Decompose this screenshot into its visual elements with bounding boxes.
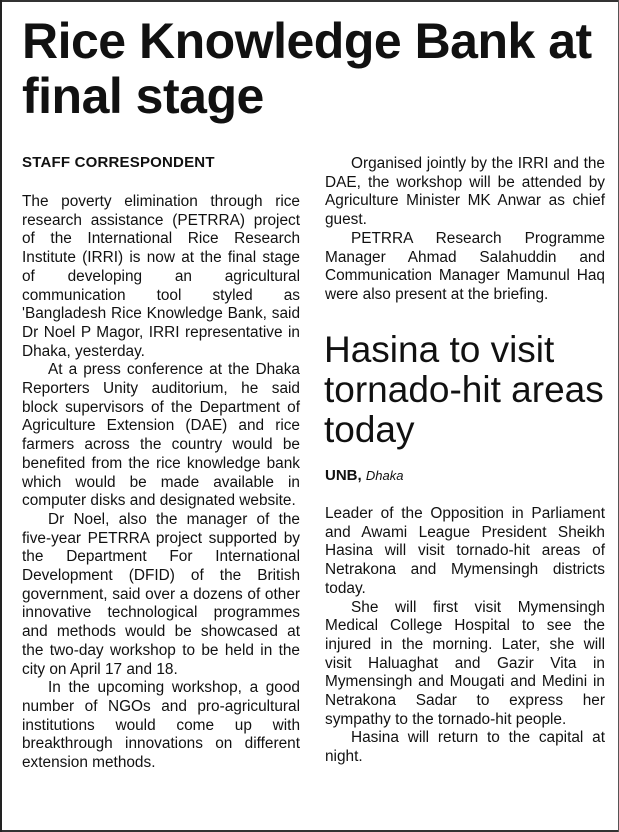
article1-paragraph-2: At a press conference at the Dhaka Reporters Unity auditorium, he said block supervisors of the Department of Agriculture Extension (DAE) and rice farmers across the country would be benefited from the rice knowledge bank which would be made available in computer disks and designated website.	[22, 361, 300, 510]
article2-paragraph-1: Leader of the Opposition in Parliament and Awami League President Sheikh Hasina will visit tornado-hit areas of Netrakona and Mymensingh districts today.	[325, 505, 605, 597]
article1-byline: STAFF CORRESPONDENT	[22, 154, 215, 171]
article1-body-right-column	[325, 155, 605, 305]
article2-agency: UNB,	[325, 467, 362, 484]
article1-paragraph-1: The poverty elimination through rice research assistance (PETRRA) project of the International Rice Research Institute (IRRI) is now at the final stage of developing an agricultural communication tool styled as 'Bangladesh Rice Knowledge Bank, said Dr Noel P Magor, IRRI representative in Dhaka, yesterday.	[22, 193, 300, 360]
article1-paragraph-5: Organised jointly by the IRRI and the DAE, the workshop will be attended by Agriculture Minister MK Anwar as chief guest.	[325, 155, 605, 229]
article2-paragraph-3: Hasina will return to the capital at night.	[325, 729, 605, 766]
article2-byline	[325, 467, 403, 484]
article2-headline: Hasina to visit tornado-hit areas today	[324, 329, 604, 450]
article1-paragraph-6: PETRRA Research Programme Manager Ahmad Salahuddin and Communication Manager Mamunul Haq were also present at the briefing.	[325, 229, 605, 303]
article1-paragraph-3: Dr Noel, also the manager of the five-year PETRRA project supported by the Department For International Development (DFID) of the British government, said over a dozens of other innovative technological programmes and methods would be showcased at the two-day workshop to be held in the city on April 17 and 18.	[22, 510, 300, 678]
article1-paragraph-4: In the upcoming workshop, a good number of NGOs and pro-agricultural institutions would come up with breakthrough innovations on different extension methods.	[22, 679, 300, 772]
article1-headline: Rice Knowledge Bank at final stage	[22, 13, 592, 124]
article2-paragraph-2: She will first visit Mymensingh Medical College Hospital to see the injured in the morning. Later, she will visit Haluaghat and Gazir Vita in Mymensingh and Mougati and Medini in Netrakona Sadar to express her sympathy to the tornado-hit people.	[325, 598, 605, 728]
top-border-rule	[2, 0, 618, 6]
bottom-border-rule	[2, 824, 618, 832]
article2-location: Dhaka	[365, 468, 404, 483]
article1-body-left-column	[22, 193, 300, 773]
article2-body	[325, 505, 605, 767]
